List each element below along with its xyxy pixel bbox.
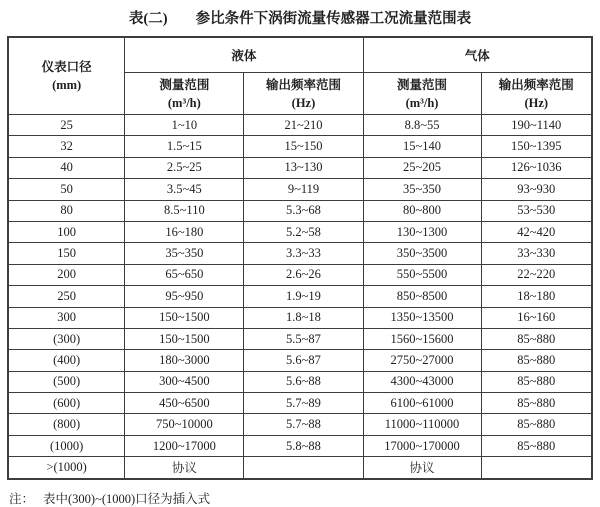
table-row — [8, 393, 592, 414]
value-cell: 协议 — [363, 457, 481, 479]
value-cell: 16~160 — [481, 307, 592, 328]
diameter-cell: 150 — [8, 243, 125, 264]
value-cell: 1350~13500 — [363, 307, 481, 328]
table-caption — [0, 0, 600, 28]
value-cell: 126~1036 — [481, 157, 592, 178]
value-cell: 33~330 — [481, 243, 592, 264]
value-cell: 3.3~33 — [244, 243, 363, 264]
header-diameter — [8, 37, 125, 115]
value-cell: 1.5~15 — [125, 136, 244, 157]
table-row — [8, 157, 592, 178]
value-cell: 65~650 — [125, 264, 244, 285]
value-cell: 5.7~89 — [244, 393, 363, 414]
header-gas-measure-unit: (m³/h) — [405, 95, 439, 110]
value-cell: 80~800 — [363, 200, 481, 221]
value-cell: 1560~15600 — [363, 328, 481, 349]
value-cell — [244, 457, 363, 479]
value-cell: 5.6~87 — [244, 350, 363, 371]
value-cell: 180~3000 — [125, 350, 244, 371]
value-cell: 8.5~110 — [125, 200, 244, 221]
diameter-cell: (600) — [8, 393, 125, 414]
value-cell: 35~350 — [363, 179, 481, 200]
value-cell: 18~180 — [481, 286, 592, 307]
value-cell: 42~420 — [481, 221, 592, 242]
table-caption-number: 表(二) — [128, 11, 168, 27]
value-cell: 22~220 — [481, 264, 592, 285]
footnote-prefix: 注： — [9, 491, 35, 506]
header-diameter-label: 仪表口径 — [41, 60, 92, 74]
value-cell: 17000~170000 — [363, 435, 481, 456]
value-cell: 8.8~55 — [363, 115, 481, 136]
table-row — [8, 221, 592, 242]
value-cell: 150~1395 — [481, 136, 592, 157]
header-liquid-freq — [244, 73, 363, 115]
value-cell: 协议 — [125, 457, 244, 479]
footnote-text: 表中(300)~(1000)口径为插入式 — [43, 491, 211, 506]
table-row — [8, 371, 592, 392]
diameter-cell: (400) — [8, 350, 125, 371]
value-cell: 11000~110000 — [363, 414, 481, 435]
table-row — [8, 264, 592, 285]
diameter-cell: 250 — [8, 286, 125, 307]
value-cell: 35~350 — [125, 243, 244, 264]
value-cell: 95~950 — [125, 286, 244, 307]
value-cell: 1~10 — [125, 115, 244, 136]
value-cell: 1.8~18 — [244, 307, 363, 328]
value-cell: 4300~43000 — [363, 371, 481, 392]
value-cell: 85~880 — [481, 350, 592, 371]
value-cell: 350~3500 — [363, 243, 481, 264]
value-cell: 5.5~87 — [244, 328, 363, 349]
value-cell: 2.6~26 — [244, 264, 363, 285]
diameter-cell: (800) — [8, 414, 125, 435]
diameter-cell: >(1000) — [8, 457, 125, 479]
value-cell: 85~880 — [481, 393, 592, 414]
table-body — [8, 115, 592, 479]
diameter-cell: 25 — [8, 115, 125, 136]
value-cell: 85~880 — [481, 371, 592, 392]
flow-range-table — [7, 36, 593, 480]
header-liquid-measure-label: 测量范围 — [159, 77, 210, 92]
table-row — [8, 457, 592, 479]
diameter-cell: 200 — [8, 264, 125, 285]
value-cell: 150~1500 — [125, 328, 244, 349]
value-cell: 750~10000 — [125, 414, 244, 435]
table-row — [8, 179, 592, 200]
table-row — [8, 328, 592, 349]
diameter-cell: 300 — [8, 307, 125, 328]
table-caption-title: 参比条件下涡街流量传感器工况流量范围表 — [195, 11, 472, 27]
value-cell: 5.6~88 — [244, 371, 363, 392]
header-liquid-measure — [125, 73, 244, 115]
footnote — [9, 489, 600, 507]
value-cell: 5.2~58 — [244, 221, 363, 242]
header-gas-freq-label: 输出频率范围 — [498, 77, 574, 92]
header-gas-freq-unit: (Hz) — [524, 95, 549, 110]
diameter-cell: 100 — [8, 221, 125, 242]
header-gas-measure-label: 测量范围 — [397, 77, 448, 92]
diameter-cell: 32 — [8, 136, 125, 157]
diameter-cell: 50 — [8, 179, 125, 200]
value-cell: 190~1140 — [481, 115, 592, 136]
value-cell: 15~140 — [363, 136, 481, 157]
table-row — [8, 115, 592, 136]
value-cell: 1.9~19 — [244, 286, 363, 307]
value-cell: 2.5~25 — [125, 157, 244, 178]
value-cell: 300~4500 — [125, 371, 244, 392]
header-gas-measure — [363, 73, 481, 115]
table-row — [8, 350, 592, 371]
value-cell: 16~180 — [125, 221, 244, 242]
diameter-cell: (500) — [8, 371, 125, 392]
table-row — [8, 200, 592, 221]
diameter-cell: (300) — [8, 328, 125, 349]
value-cell: 550~5500 — [363, 264, 481, 285]
table-row — [8, 414, 592, 435]
value-cell: 150~1500 — [125, 307, 244, 328]
header-diameter-unit: (mm) — [52, 78, 82, 92]
diameter-cell: 40 — [8, 157, 125, 178]
header-gas-freq — [481, 73, 592, 115]
diameter-cell: (1000) — [8, 435, 125, 456]
table-row — [8, 243, 592, 264]
value-cell: 450~6500 — [125, 393, 244, 414]
value-cell: 3.5~45 — [125, 179, 244, 200]
value-cell: 850~8500 — [363, 286, 481, 307]
diameter-cell: 80 — [8, 200, 125, 221]
value-cell: 85~880 — [481, 328, 592, 349]
value-cell — [481, 457, 592, 479]
table-row — [8, 307, 592, 328]
value-cell: 53~530 — [481, 200, 592, 221]
value-cell: 5.3~68 — [244, 200, 363, 221]
value-cell: 1200~17000 — [125, 435, 244, 456]
header-liquid-freq-label: 输出频率范围 — [265, 77, 341, 92]
table-row — [8, 286, 592, 307]
value-cell: 85~880 — [481, 414, 592, 435]
value-cell: 93~930 — [481, 179, 592, 200]
value-cell: 21~210 — [244, 115, 363, 136]
value-cell: 2750~27000 — [363, 350, 481, 371]
value-cell: 5.7~88 — [244, 414, 363, 435]
value-cell: 6100~61000 — [363, 393, 481, 414]
value-cell: 13~130 — [244, 157, 363, 178]
value-cell: 5.8~88 — [244, 435, 363, 456]
value-cell: 85~880 — [481, 435, 592, 456]
header-gas: 气体 — [363, 37, 592, 73]
value-cell: 25~205 — [363, 157, 481, 178]
table-row — [8, 435, 592, 456]
header-liquid-freq-unit: (Hz) — [291, 95, 316, 110]
value-cell: 9~119 — [244, 179, 363, 200]
table-header — [8, 37, 592, 115]
header-liquid: 液体 — [125, 37, 363, 73]
value-cell: 15~150 — [244, 136, 363, 157]
table-row — [8, 136, 592, 157]
header-liquid-measure-unit: (m³/h) — [167, 95, 201, 110]
value-cell: 130~1300 — [363, 221, 481, 242]
